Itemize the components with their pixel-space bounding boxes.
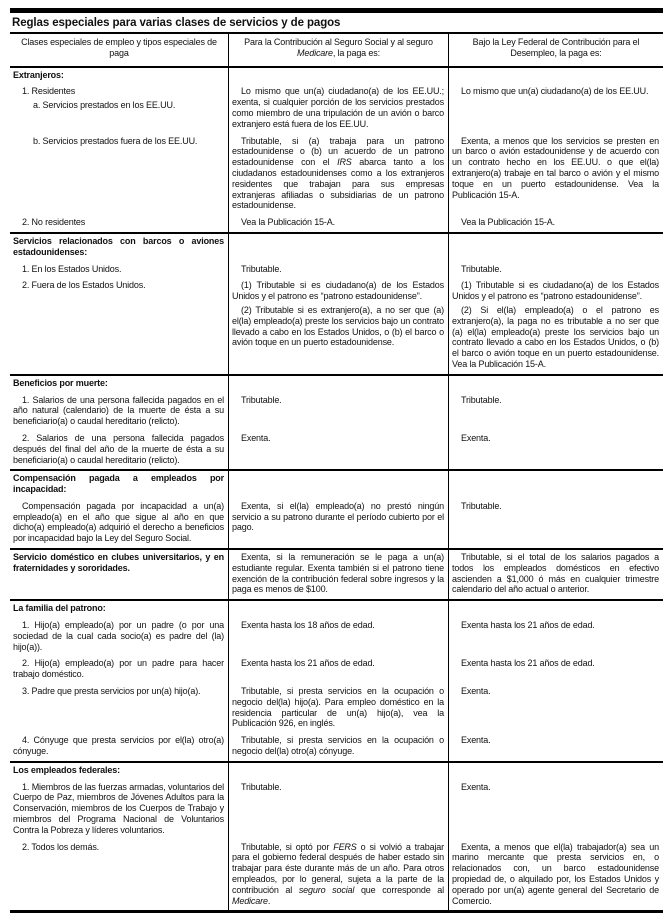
table-row xyxy=(10,234,663,262)
cell-paragraph: Exenta hasta los 21 años de edad. xyxy=(461,620,595,631)
table-cell xyxy=(448,431,663,469)
cell-paragraph: 1. Miembros de las fuerzas armadas, voluntarios del Cuerpo de Paz, miembros de Jóvenes Adultos para la Conservación, miembros de los Cuerpos de Trabajo y miembros del Programa Nacional de Voluntarios Contra la Pobreza y líderes voluntarios. xyxy=(13,781,224,835)
table-row xyxy=(10,499,663,548)
cell-paragraph: Exenta. xyxy=(461,735,491,746)
table-header-row xyxy=(10,34,663,68)
cell-paragraph: 4. Cónyuge que presta servicios por el(la) otro(a) cónyuge. xyxy=(13,735,224,757)
table-row xyxy=(10,68,663,85)
column-header-social-security-medicare: Para la Contribución al Seguro Social y al seguro Medicare, la paga es: xyxy=(228,34,448,66)
table-row xyxy=(10,215,663,232)
table-row xyxy=(10,780,663,840)
table-cell xyxy=(448,656,663,684)
table-cell xyxy=(448,499,663,548)
cell-paragraph: Tributable, si optó por FERS o si volvió a trabajar para el gobierno federal después de haber estado sin trabajar para éste durante más de un año. Para otros empleados, por lo general, sujeta a la parte de la contribución al seguro social que corresponde al Medicare. xyxy=(232,841,444,906)
table-cell xyxy=(10,601,228,618)
table-cell xyxy=(10,471,228,499)
table-section xyxy=(10,374,663,470)
table-row xyxy=(10,618,663,656)
table-cell xyxy=(10,431,228,469)
cell-paragraph: (1) Tributable si es ciudadano(a) de los Estados Unidos y el patrono es “patrono estadounidense”. xyxy=(232,280,444,302)
table-cell xyxy=(228,215,448,232)
cell-paragraph: Tributable, si presta servicios en la ocupación o negocio del(la) hijo(a). Para empleo doméstico en la residencia particular de un(a) hijo(a), vea la Publicación 926, en inglés. xyxy=(232,686,444,729)
table-cell xyxy=(10,499,228,548)
table-row xyxy=(10,134,663,216)
table-row xyxy=(10,733,663,761)
table-cell xyxy=(448,733,663,761)
cell-paragraph: Los empleados federales: xyxy=(13,764,120,775)
table-cell xyxy=(448,262,663,279)
cell-paragraph: Tributable, si el total de los salarios pagados a todos los empleados domésticos en efectivo ascienden a $1,000 ó más en cualquier trimestre calendario del año actual o anterior. xyxy=(452,552,659,595)
cell-paragraph: Compensación pagada por incapacidad a un(a) empleado(a) en el año que sigue al año en que dicho(a) empleado(a) adquirió el derecho a beneficios por incapacidad bajo la Ley del Seguro Social. xyxy=(13,500,224,544)
table-cell xyxy=(448,763,663,780)
table-cell xyxy=(228,393,448,431)
table-cell xyxy=(228,376,448,393)
table-row xyxy=(10,840,663,911)
cell-paragraph: Tributable, si (a) trabaja para un patrono estadounidense o (b) un acuerdo de un patrono estadounidense con el IRS abarca tanto a los ciudadanos estadounidenses como a los extranjeros residentes que trabajan para sus empresas extranjeras afiliadas o subsidiarias de un patrono estadounidense. xyxy=(232,135,444,211)
cell-paragraph: Vea la Publicación 15-A. xyxy=(241,217,335,228)
table-cell xyxy=(448,134,663,216)
table-row xyxy=(10,376,663,393)
cell-paragraph: 2. Salarios de una persona fallecida pagados después del final del año de la muerte de ésta a su beneficiario(a) o caudal hereditario (relicto). xyxy=(13,432,224,465)
table-row xyxy=(10,393,663,431)
cell-paragraph: Exenta hasta los 21 años de edad. xyxy=(461,658,595,669)
cell-paragraph: Tributable, si presta servicios en la ocupación o negocio del(la) otro(a) cónyuge. xyxy=(232,735,444,757)
cell-paragraph: Vea la Publicación 15-A. xyxy=(461,217,555,228)
table-cell xyxy=(448,68,663,85)
cell-paragraph: Tributable. xyxy=(461,500,502,511)
cell-paragraph: Exenta. xyxy=(461,686,491,697)
table-section xyxy=(10,469,663,548)
table-cell xyxy=(448,84,663,133)
cell-paragraph: Exenta hasta los 21 años de edad. xyxy=(241,658,375,669)
cell-paragraph: Lo mismo que un(a) ciudadano(a) de los EE.UU.; exenta, si cualquier porción de los servicios prestados como miembro de una tripulación de un avión o barco extranjero está fuera de los EE.UU. xyxy=(232,86,444,129)
cell-paragraph: 3. Padre que presta servicios por un(a) hijo(a). xyxy=(22,686,201,697)
table-cell xyxy=(228,84,448,133)
table-cell xyxy=(10,618,228,656)
cell-paragraph: 1. Salarios de una persona fallecida pagados en el año natural (calendario) de la muerte de ésta a su beneficiario(a) o caudal hereditario (relicto). xyxy=(13,394,224,427)
cell-paragraph: Beneficios por muerte: xyxy=(13,377,108,388)
table-cell xyxy=(10,215,228,232)
table-cell xyxy=(228,780,448,840)
cell-paragraph: Tributable. xyxy=(241,263,282,274)
table-cell xyxy=(448,780,663,840)
table-cell xyxy=(228,763,448,780)
cell-paragraph: 2. Todos los demás. xyxy=(22,841,100,852)
table-cell xyxy=(448,550,663,599)
column-header-employment-classes: Clases especiales de empleo y tipos especiales de paga xyxy=(21,37,217,58)
cell-paragraph: b. Servicios prestados fuera de los EE.UU. xyxy=(33,135,198,146)
table-cell xyxy=(228,68,448,85)
cell-paragraph: (2) Si el(la) empleado(a) o el patrono es extranjero(a), la paga no es tributable a no ser que (a) el(la) empleado(a) preste los servicios bajo un contrato llevado a cabo en los Estados Unidos, o (b) el barco o avión toque en un puerto estadounidense. Vea la Publicación 15-A. xyxy=(452,304,659,369)
table-row xyxy=(10,763,663,780)
table-cell xyxy=(228,840,448,911)
cell-paragraph: Compensación pagada a empleados por incapacidad: xyxy=(13,473,224,495)
table-cell xyxy=(228,278,448,373)
cell-paragraph: Tributable. xyxy=(461,263,502,274)
table-row xyxy=(10,278,663,373)
table-cell xyxy=(228,550,448,599)
table-cell xyxy=(448,376,663,393)
cell-paragraph: Lo mismo que un(a) ciudadano(a) de los EE.UU. xyxy=(461,86,649,97)
table-cell xyxy=(228,262,448,279)
table-body xyxy=(10,68,663,911)
table-cell xyxy=(10,393,228,431)
table-cell xyxy=(10,376,228,393)
table-cell xyxy=(228,684,448,733)
cell-paragraph: 2. No residentes xyxy=(22,217,86,228)
table-row xyxy=(10,550,663,599)
table-section xyxy=(10,599,663,761)
cell-paragraph: Exenta. xyxy=(461,781,491,792)
table-cell xyxy=(448,601,663,618)
table-cell xyxy=(10,278,228,373)
table-cell xyxy=(228,431,448,469)
table-cell xyxy=(228,733,448,761)
cell-paragraph: a. Servicios prestados en los EE.UU. xyxy=(33,100,176,111)
table-cell xyxy=(448,840,663,911)
table-cell xyxy=(10,262,228,279)
table-section xyxy=(10,68,663,232)
cell-paragraph: Tributable. xyxy=(241,781,282,792)
table-row xyxy=(10,601,663,618)
table-cell xyxy=(10,684,228,733)
cell-paragraph: La familia del patrono: xyxy=(13,603,106,614)
table-row xyxy=(10,656,663,684)
cell-paragraph: 1. En los Estados Unidos. xyxy=(22,263,122,274)
table-cell xyxy=(448,684,663,733)
cell-paragraph: 1. Hijo(a) empleado(a) por un padre (o por una sociedad de la cual cada socio(a) es padre del (la) hijo(a)). xyxy=(13,620,224,652)
table-row xyxy=(10,471,663,499)
table-cell xyxy=(10,134,228,216)
table-cell xyxy=(228,499,448,548)
table-section xyxy=(10,761,663,911)
table-cell xyxy=(10,733,228,761)
table-cell xyxy=(448,618,663,656)
table-cell xyxy=(448,215,663,232)
cell-paragraph: Tributable. xyxy=(461,394,502,405)
table-title: Reglas especiales para varias clases de servicios y de pagos xyxy=(10,13,663,34)
cell-paragraph: (2) Tributable si es extranjero(a), a no ser que (a) el(la) empleado(a) preste los servicios bajo un contrato llevado a cabo en los Estados Unidos, o (b) el barco o avión toque en un puerto estadounidense. xyxy=(232,304,444,348)
cell-paragraph: 2. Fuera de los Estados Unidos. xyxy=(22,280,146,291)
table-cell xyxy=(10,234,228,262)
column-header-futa: Bajo la Ley Federal de Contribución para el Desempleo, la paga es: xyxy=(448,34,663,66)
table-cell xyxy=(228,234,448,262)
cell-paragraph: Tributable. xyxy=(241,394,282,405)
special-rules-table xyxy=(10,8,663,913)
table-cell xyxy=(448,234,663,262)
cell-paragraph: Exenta hasta los 18 años de edad. xyxy=(241,620,375,631)
cell-paragraph: Exenta, a menos que los servicios se presten en un barco o avión estadounidense y de acuerdo con un contrato hecho en los EE.UU. o que el(la) extranjero(a) trabaje en tal barco o avión y el mismo toque en un puerto estadounidense. Vea la Publicación 15-A. xyxy=(452,135,659,200)
table-section xyxy=(10,548,663,599)
cell-paragraph: Exenta, si el(la) empleado(a) no prestó ningún servicio a su patrono durante el período cubierto por el pago. xyxy=(232,500,444,533)
table-row xyxy=(10,431,663,469)
table-cell xyxy=(10,763,228,780)
cell-paragraph: Servicios relacionados con barcos o aviones estadounidenses: xyxy=(13,235,224,257)
table-cell xyxy=(448,278,663,373)
table-cell xyxy=(10,550,228,599)
table-cell xyxy=(448,471,663,499)
cell-paragraph: Servicio doméstico en clubes universitarios, y en fraternidades y sororidades. xyxy=(13,552,224,573)
table-cell xyxy=(10,68,228,85)
table-section xyxy=(10,232,663,374)
table-row xyxy=(10,262,663,279)
table-cell xyxy=(10,656,228,684)
cell-paragraph: Exenta. xyxy=(241,432,271,443)
table-cell xyxy=(10,84,228,133)
table-row xyxy=(10,84,663,133)
table-cell xyxy=(10,780,228,840)
table-cell xyxy=(10,840,228,911)
table-row xyxy=(10,684,663,733)
cell-paragraph: 1. Residentes xyxy=(22,86,76,97)
cell-paragraph: Exenta. xyxy=(461,432,491,443)
cell-paragraph: 2. Hijo(a) empleado(a) por un padre para hacer trabajo doméstico. xyxy=(13,658,224,680)
table-cell xyxy=(228,471,448,499)
table-cell xyxy=(228,618,448,656)
table-cell xyxy=(448,393,663,431)
cell-paragraph: Extranjeros: xyxy=(13,69,64,80)
cell-paragraph: Exenta, si la remuneración se le paga a un(a) estudiante regular. Exenta también si el patrono tiene exención de la contribución federal sobre ingresos y la paga es menos de $100. xyxy=(232,552,444,595)
table-cell xyxy=(228,134,448,216)
table-cell xyxy=(228,656,448,684)
table-cell xyxy=(228,601,448,618)
cell-paragraph: Exenta, a menos que el(la) trabajador(a) sea un marino mercante que presta servicios en, o relacionados con, un barco estadounidense propiedad de, o alquilado por, los Estados Unidos y operado por un(a) agente general del Secretario de Comercio. xyxy=(452,841,659,906)
cell-paragraph: (1) Tributable si es ciudadano(a) de los Estados Unidos y el patrono es “patrono estadounidense”. xyxy=(452,280,659,302)
